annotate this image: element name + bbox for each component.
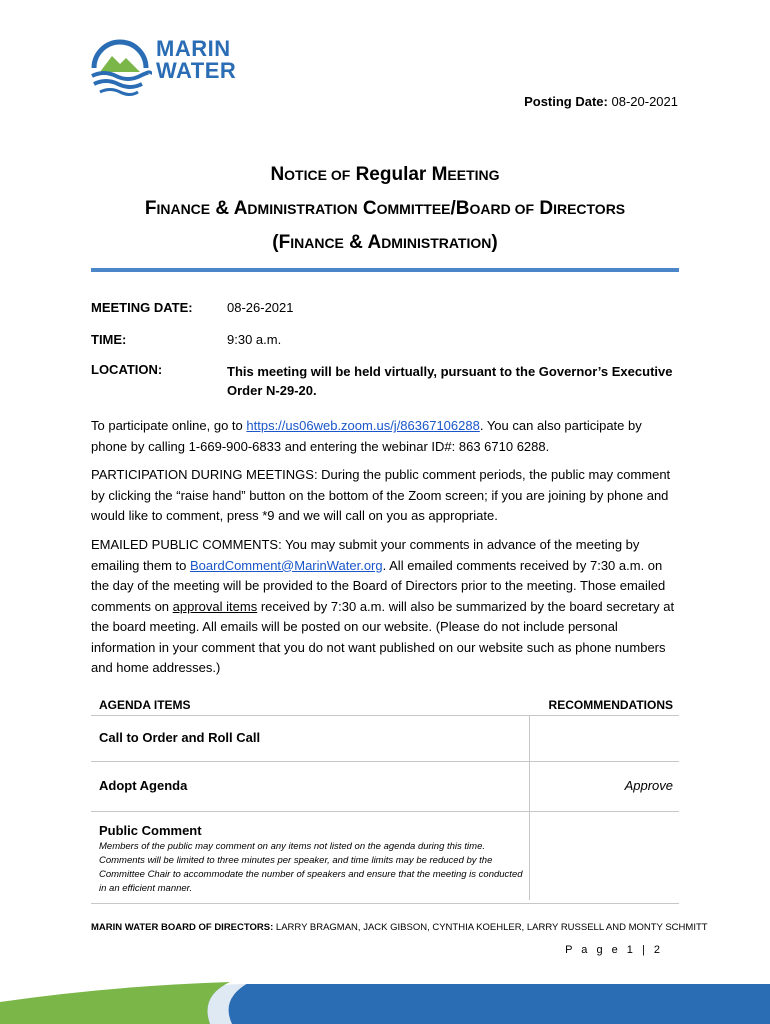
board-of-directors-line [91,922,708,933]
board-label: MARIN WATER BOARD OF DIRECTORS: [91,922,274,933]
title-divider [91,268,679,272]
emailed-comments-paragraph [91,535,681,679]
title-part: OARD OF [469,201,535,217]
title-part: Regular M [350,164,448,185]
title-part: & A [210,198,248,219]
participate-pre: To participate online, go to [91,418,247,433]
zoom-link[interactable]: https://us06web.zoom.us/j/86367106288 [246,418,480,433]
logo-wordmark [156,38,236,82]
meeting-time-value: 9:30 a.m. [227,332,282,347]
title-part: OTICE OF [284,167,351,183]
title-part: & A [343,232,382,253]
agenda-row [91,762,679,812]
board-members: LARRY BRAGMAN, JACK GIBSON, CYNTHIA KOEHLER, LARRY RUSSELL AND MONTY SCHMITT [275,922,708,933]
footer-wave-band [0,976,770,1024]
meeting-date-label: MEETING DATE: [91,300,193,315]
title-part: INANCE [156,201,211,217]
agenda-item-title: Public Comment [99,823,202,838]
logo-line2: WATER [156,58,237,83]
title-part: /B [450,198,470,219]
posting-date-label: Posting Date: [524,94,608,109]
board-comment-email-link[interactable]: BoardComment@MarinWater.org [190,557,383,573]
title-part: DMINISTRATION [247,201,358,217]
meeting-time-label: TIME: [91,332,127,347]
title-part: EETING [447,167,500,183]
agenda-item-recommendation: Approve [624,778,673,793]
emailed-mid: . All emailed comments received by 7:30 a.m. on the day of the meeting will be provided to the Board of Directors prior to the meeting. Those emailed comments on [91,557,666,614]
title-part: DMINISTRATION [381,235,492,251]
title-part: N [270,164,285,185]
meeting-date-value: 08-26-2021 [227,300,294,315]
participate-post: . You can also participate by phone by calling 1-669-900-6833 and entering the webinar ID#: 863 6710 6288. [91,418,642,454]
agenda-items-header: AGENDA ITEMS [99,698,191,712]
emailed-pre: EMAILED PUBLIC COMMENTS: You may submit your comments in advance of the meeting by emailing them to [91,537,640,573]
title-part: F [144,198,157,219]
recommendations-header: RECOMMENDATIONS [548,698,673,712]
title-line-3 [60,226,710,260]
agenda-item-description: Members of the public may comment on any items not listed on the agenda during this time. Comments will be limited to three minutes per speaker, and time limits may be reduced by the Committee Chair to accommodate the number of speakers and ensure that the meeting is conducted in an efficient manner. [99,841,523,894]
title-part: OMMITTEE [376,201,451,217]
logo-mark-icon [88,34,152,98]
title-line-1 [60,158,710,192]
title-part: C [357,198,377,219]
agenda-row [91,812,679,904]
agenda-row [91,716,679,762]
page-number: P a g e 1 | 2 [565,944,663,956]
meeting-location-value: This meeting will be held virtually, pursuant to the Governor’s Executive Order N-29-20. [227,364,673,398]
logo-line1: MARIN [156,36,231,61]
agenda-item-title: Call to Order and Roll Call [99,730,261,745]
agenda-header-row [91,694,679,716]
notice-title [60,158,710,260]
approval-items-text: approval items [172,598,258,614]
posting-date [524,94,678,109]
title-part: ) [491,232,498,253]
title-part: (F [272,232,291,253]
agenda-item-title: Adopt Agenda [99,778,188,793]
title-line-2 [60,192,710,226]
posting-date-value: 08-20-2021 [611,94,678,109]
title-part: D [534,198,554,219]
participation-during-paragraph: PARTICIPATION DURING MEETINGS: During the public comment periods, the public may comment by clicking the “raise hand” button on the bottom of the Zoom screen; if you are joining by phone and would like to comment, press *9 and we will call on you as appropriate. [91,467,671,523]
participate-paragraph [91,416,681,457]
title-part: INANCE [290,235,344,251]
emailed-post: received by 7:30 a.m. will also be summarized by the board secretary at the board meeting. All emails will be posted on our website. (Please do not include personal information in your comment that you do not want published on our website such as phone numbers and home addresses.) [91,598,675,675]
marin-water-logo [88,34,248,102]
title-part: IRECTORS [553,201,626,217]
meeting-location-label: LOCATION: [91,362,163,377]
